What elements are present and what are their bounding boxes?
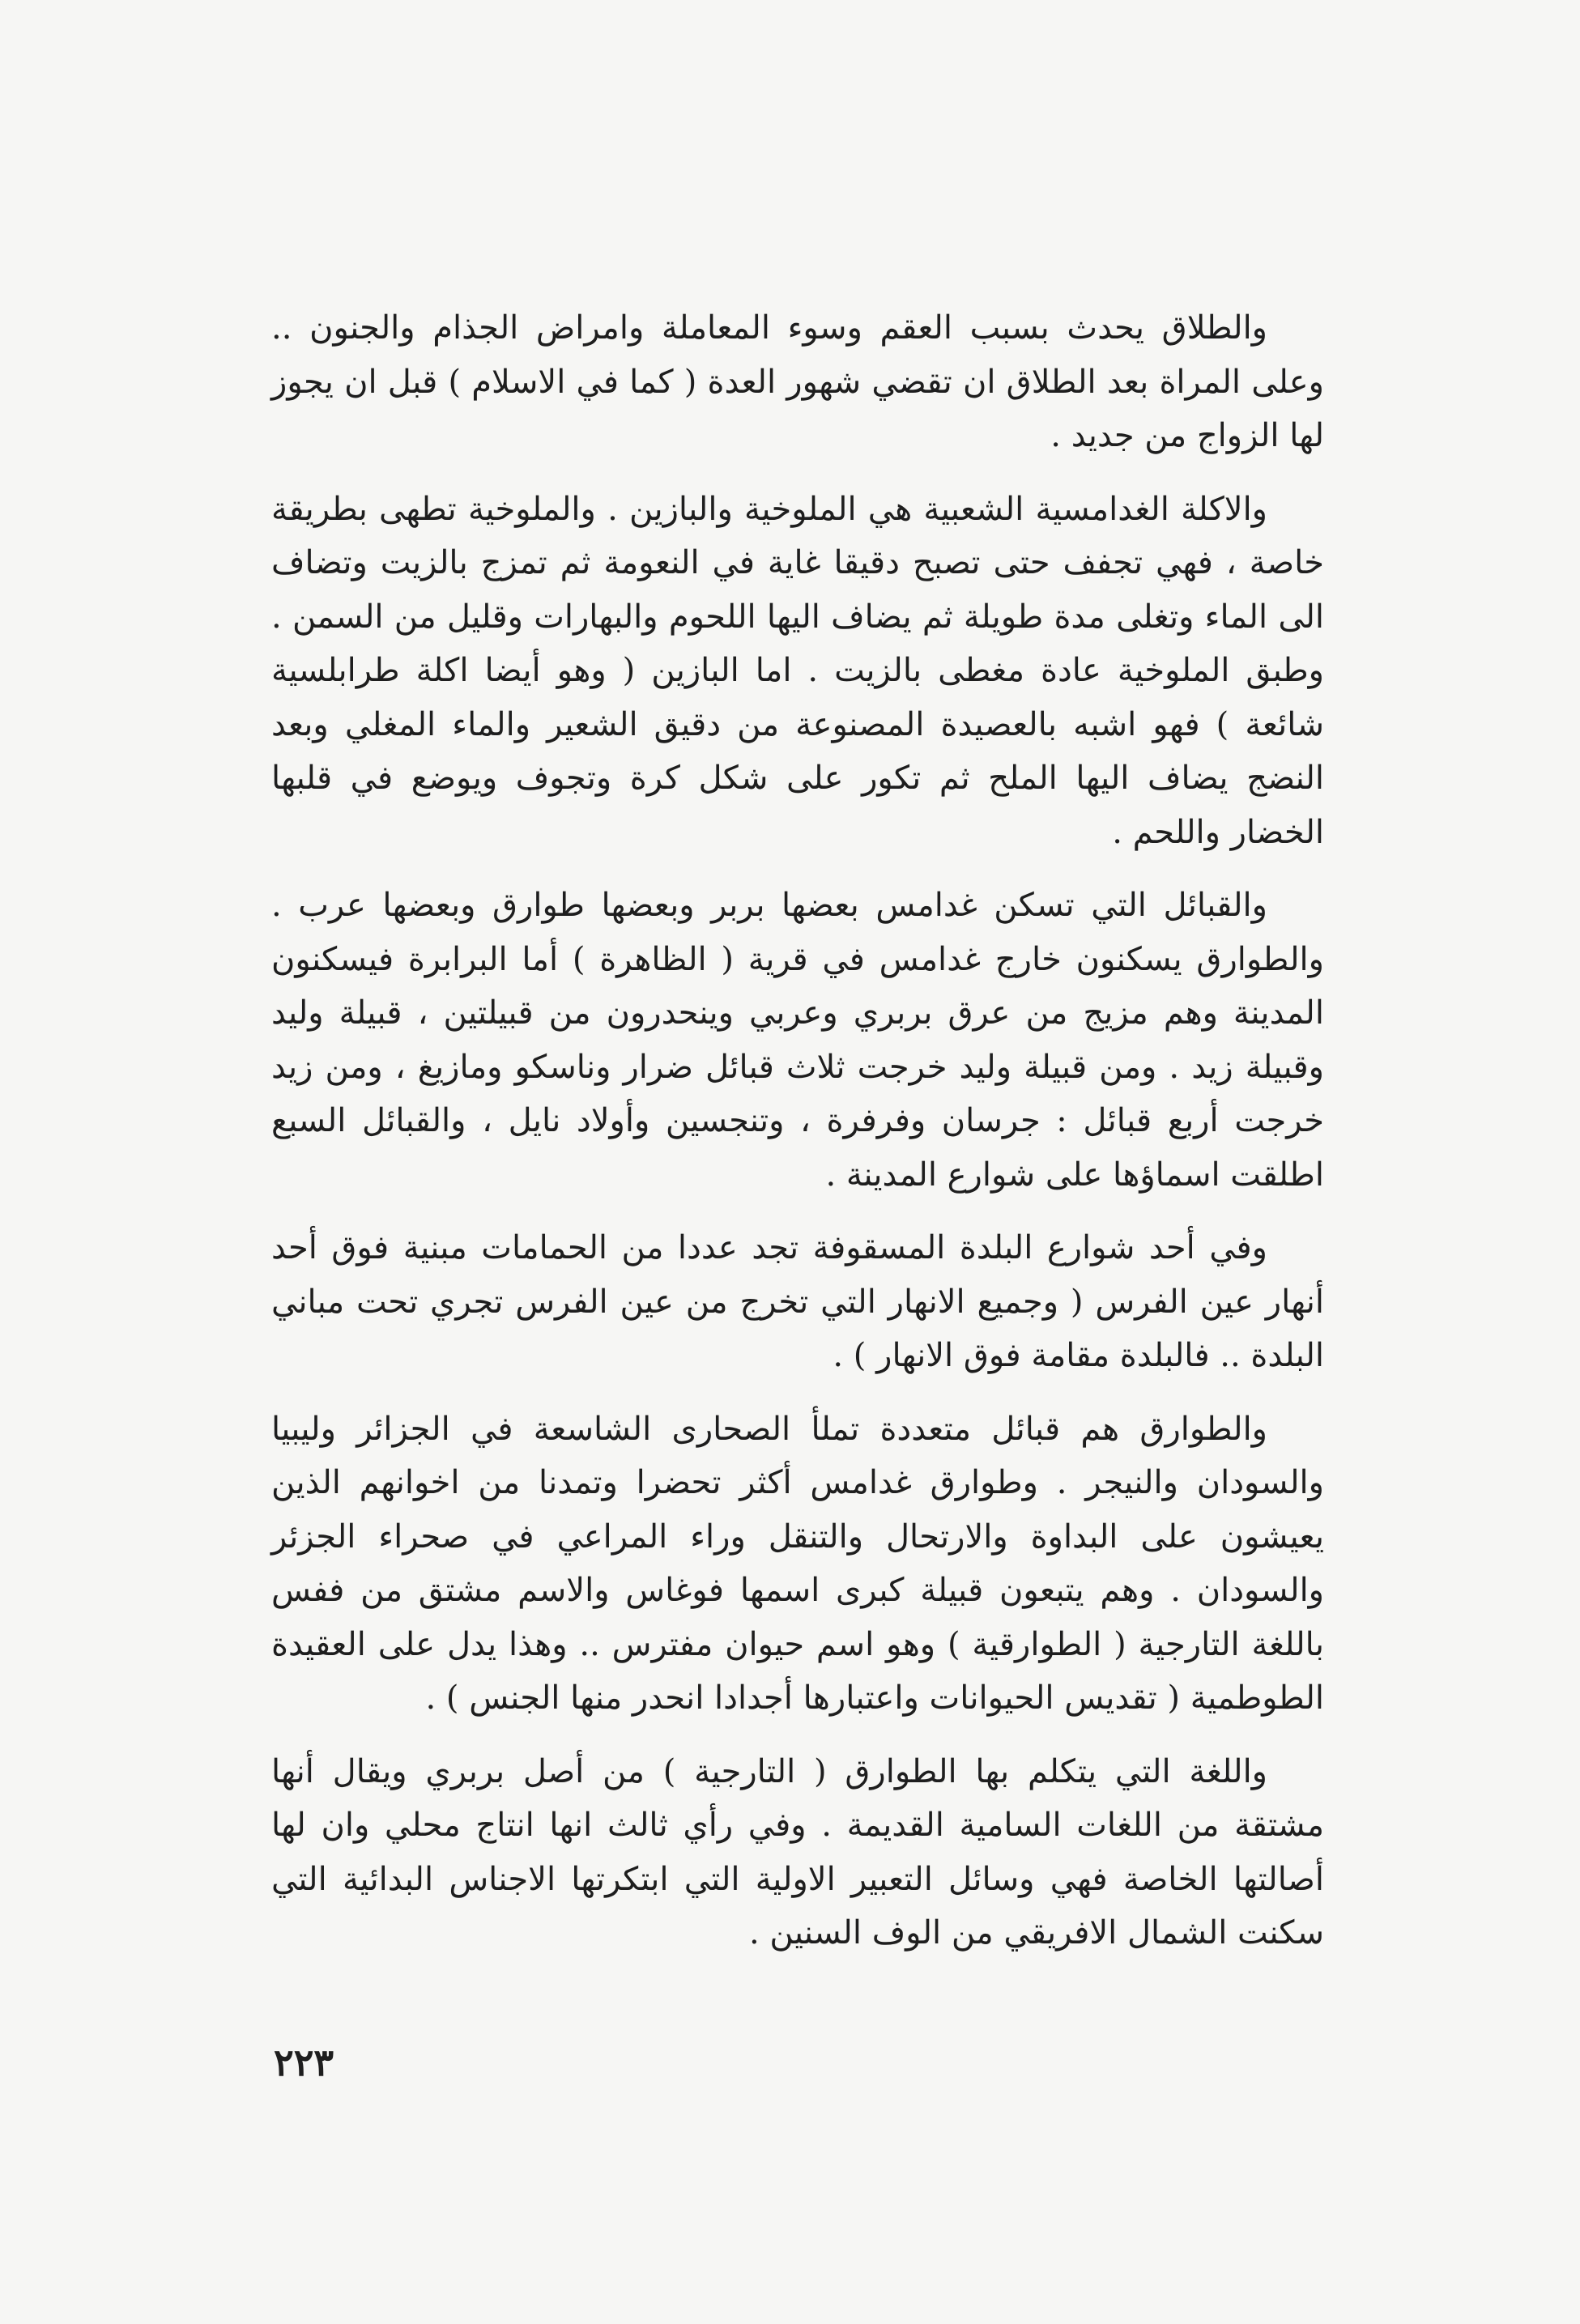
paragraph-food: والاكلة الغدامسية الشعبية هي الملوخية والبازين . والملوخية تطهى بطريقة خاصة ، فهي تجفف حتى تصبح دقيقا غاية في النعومة ثم تمزج بالزيت وتضاف الى الماء وتغلى مدة طويلة ثم يضاف اليها اللحوم والبهارات وقليل من السمن . وطبق الملوخية عادة مغطى بالزيت . اما البازين ( وهو أيضا اكلة طرابلسية شائعة ) فهو اشبه بالعصيدة المصنوعة من دقيق الشعير والماء المغلي وبعد النضج يضاف اليها الملح ثم تكور على شكل كرة وتجوف ويوضع في قلبها الخضار واللحم . [271,490,1324,851]
paragraph-language: واللغة التي يتكلم بها الطوارق ( التارجية ) من أصل بربري ويقال أنها مشتقة من اللغات السامية القديمة . وفي رأي ثالث انها انتاج محلي وان لها أصالتها الخاصة فهي وسائل التعبير الاولية التي ابتكرتها الاجناس البدائية التي سكنت الشمال الافريقي من الوف السنين . [271,1752,1324,1952]
paragraph-tribes: والقبائل التي تسكن غدامس بعضها بربر وبعضها طوارق وبعضها عرب . والطوارق يسكنون خارج غدامس في قرية ( الظاهرة ) أما البرابرة فيسكنون المدينة وهم مزيج من عرق بربري وعربي وينحدرون من قبيلتين ، قبيلة وليد وقبيلة زيد . ومن قبيلة وليد خرجت ثلاث قبائل ضرار وناسكو ومازيغ ، ومن زيد خرجت أربع قبائل : جرسان وفرفرة ، وتنجسين وأولاد نايل ، والقبائل السبع اطلقت اسماؤها على شوارع المدينة . [271,887,1324,1194]
body-text [271,301,1324,1980]
paragraph-baths: وفي أحد شوارع البلدة المسقوفة تجد عددا من الحمامات مبنية فوق أحد أنهار عين الفرس ( وجميع الانهار التي تخرج من عين الفرس تجري تحت مباني البلدة .. فالبلدة مقامة فوق الانهار ) . [271,1229,1324,1374]
paragraph-tuareg: والطوارق هم قبائل متعددة تملأ الصحارى الشاسعة في الجزائر وليبيا والسودان والنيجر . وطوارق غدامس أكثر تحضرا وتمدنا من اخوانهم الذين يعيشون على البداوة والارتحال والتنقل وراء المراعي في صحراء الجزئر والسودان . وهم يتبعون قبيلة كبرى اسمها فوغاس والاسم مشتق من ففس باللغة التارجية ( الطوارقية ) وهو اسم حيوان مفترس .. وهذا يدل على العقيدة الطوطمية ( تقديس الحيوانات واعتبارها أجدادا انحدر منها الجنس ) . [271,1410,1324,1717]
paragraph-divorce: والطلاق يحدث بسبب العقم وسوء المعاملة وامراض الجذام والجنون .. وعلى المراة بعد الطلاق ان تقضي شهور العدة ( كما في الاسلام ) قبل ان يجوز لها الزواج من جديد . [271,309,1324,454]
page-number: ٢٢٣ [274,2041,334,2084]
